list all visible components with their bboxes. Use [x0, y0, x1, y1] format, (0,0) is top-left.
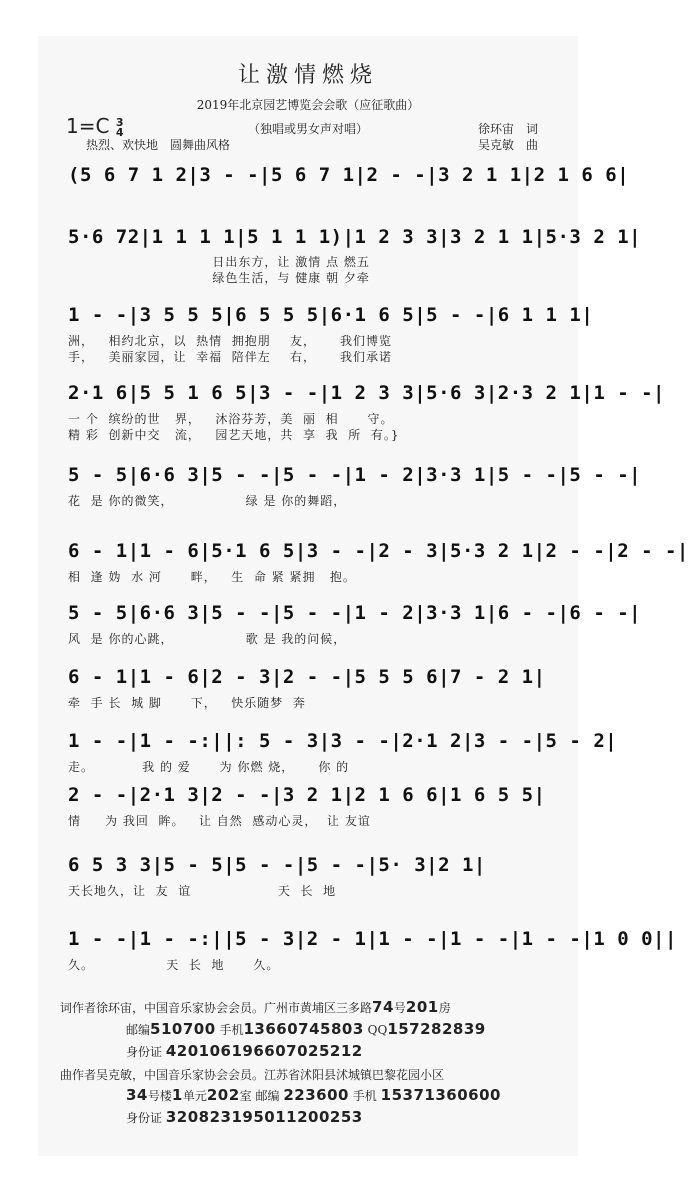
notation-line: 6 - 1|1 - 6|5·1 6 5|3 - -|2 - 3|5·3 2 1|2 - -|2 - -| — [68, 540, 689, 562]
lyric-line: 一 个 缤纷的世 界， 沐浴芬芳，美 丽 相 守。 — [68, 412, 394, 426]
lyric-line: 天长地久，让 友 谊 天 长 地 — [68, 884, 337, 898]
notation-line: 2 - -|2·1 3|2 - -|3 2 1|2 1 6 6|1 6 5 5| — [68, 784, 546, 806]
song-title: 让激情燃烧 — [237, 63, 378, 88]
composer-credit: 吴克敏 曲 — [478, 138, 539, 152]
lyric-line: 风 是 你的心跳， 歌 是 我的问候， — [68, 632, 347, 646]
time-signature — [115, 115, 124, 139]
score-sheet — [38, 36, 689, 1156]
lyric-line: 久。 天 长 地 久。 — [68, 958, 280, 972]
lyricist-id-line: 身份证 420106196607025212 — [126, 1042, 363, 1060]
notation-line: 1 - -|3 5 5 5|6 5 5 5|6·1 6 5|5 - -|6 1 1 1| — [68, 304, 594, 326]
notation-line: 6 - 1|1 - 6|2 - 3|2 - -|5 5 5 6|7 - 2 1| — [68, 666, 546, 688]
time-bottom: 4 — [115, 125, 124, 139]
lyric-line: 手， 美丽家园，让 幸福 陪伴左 右， 我们承诺 — [68, 350, 393, 364]
lyric-line: 花 是 你的微笑， 绿 是 你的舞蹈， — [68, 494, 347, 508]
lyric-line: 相 逢 妫 水 河 畔， 生 命 紧 紧拥 抱。 — [68, 570, 356, 584]
lyricist-contact-line: 邮编510700 手机13660745803 QQ157282839 — [126, 1020, 486, 1038]
lyric-line: 绿色生活，与 健康 朝 夕牵 — [68, 271, 370, 285]
performance-note: （独唱或男女声对唱） — [248, 122, 369, 136]
lyric-line: 洲， 相约北京，以 热情 拥抱朋 友， 我们博览 — [68, 334, 393, 348]
song-subtitle: 2019年北京园艺博览会会歌（应征歌曲） — [196, 98, 420, 112]
notation-line: (5 6 7 1 2|3 - -|5 6 7 1|2 - -|3 2 1 1|2 1 6 6| — [68, 164, 630, 186]
notation-line: 1 - -|1 - -:||: 5 - 3|3 - -|2·1 2|3 - -|5 - 2| — [68, 730, 618, 752]
notation-line: 5 - 5|6·6 3|5 - -|5 - -|1 - 2|3·3 1|6 - -|6 - -| — [68, 602, 642, 624]
key-label: 1=C — [66, 114, 110, 138]
notation-line: 1 - -|1 - -:||5 - 3|2 - 1|1 - -|1 - -|1 - -|1 0 0|| — [68, 928, 677, 950]
notation-line: 5 - 5|6·6 3|5 - -|5 - -|1 - 2|3·3 1|5 - -|5 - -| — [68, 464, 642, 486]
style-marking: 热烈、欢快地 圆舞曲风格 — [86, 138, 231, 152]
lyricist-info-line: 词作者徐环宙，中国音乐家协会会员。广州市黄埔区三多路74号201房 — [60, 998, 451, 1016]
lyric-line: 牵 手 长 城 脚 下， 快乐随梦 奔 — [68, 696, 306, 710]
lyricist-credit: 徐环宙 词 — [478, 122, 539, 136]
lyric-line: 日出东方，让 激情 点 燃五 — [68, 255, 370, 269]
notation-line: 5·6 72|1 1 1 1|5 1 1 1)|1 2 3 3|3 2 1 1|5·3 2 1| — [68, 226, 642, 248]
lyric-line: 情 为 我回 眸。 让 自然 感动心灵， 让 友谊 — [68, 814, 371, 828]
composer-id-line: 身份证 320823195011200253 — [126, 1108, 363, 1126]
lyric-line: 走。 我 的 爱 为 你燃 烧， 你 的 — [68, 760, 350, 774]
composer-info-line: 曲作者吴克敏，中国音乐家协会会员。江苏省沭阳县沭城镇巴黎花园小区 — [60, 1068, 445, 1082]
notation-line: 2·1 6|5 5 1 6 5|3 - -|1 2 3 3|5·6 3|2·3 2 1|1 - -| — [68, 382, 665, 404]
time-top: 3 — [115, 115, 124, 129]
lyric-line: 精 彩 创新中交 流， 园艺天地，共 享 我 所 有。} — [68, 428, 400, 442]
notation-line: 6 5 3 3|5 - 5|5 - -|5 - -|5· 3|2 1| — [68, 854, 486, 876]
composer-contact-line: 34号楼1单元202室 邮编 223600 手机 15371360600 — [126, 1086, 501, 1104]
key-signature — [66, 114, 123, 138]
